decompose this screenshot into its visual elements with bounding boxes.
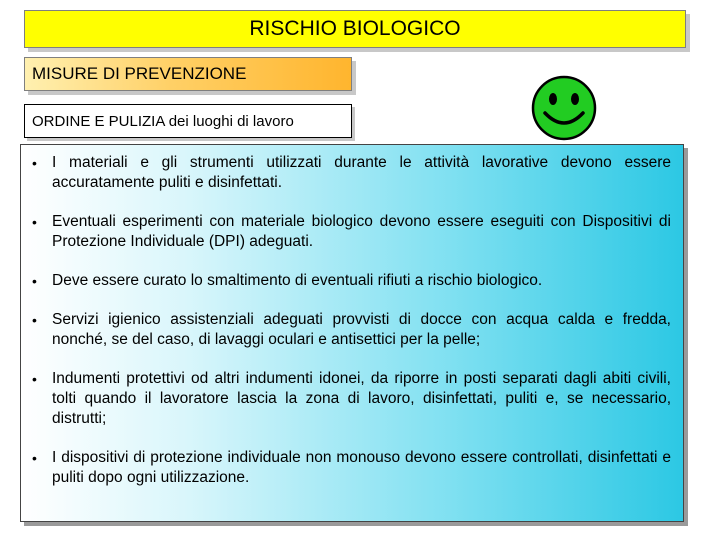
list-item-text: Indumenti protettivi od altri indumenti idonei, da riporre in posti separati dagli abiti civili, tolti quando il lavoratore lascia la zona di lavoro, disinfettati, puliti e, se necessario, distrutti; xyxy=(52,370,671,427)
page-title xyxy=(24,10,686,48)
list-item xyxy=(31,212,671,252)
smiley-face-icon xyxy=(531,75,597,141)
bullet-list xyxy=(31,153,671,488)
section-subtitle-text: MISURE DI PREVENZIONE xyxy=(32,64,247,83)
bullet-dot: • xyxy=(32,214,37,230)
list-item-text: I materiali e gli strumenti utilizzati durante le attività lavorative devono essere accuratamente puliti e disinfettati. xyxy=(52,154,671,191)
list-item xyxy=(31,271,671,291)
list-item xyxy=(31,310,671,350)
bullet-dot: • xyxy=(32,371,37,387)
list-item-text: Servizi igienico assistenziali adeguati provvisti di docce con acqua calda e fredda, nonché, se del caso, di lavaggi oculari e antisettici per la pelle; xyxy=(52,311,671,348)
bullet-dot: • xyxy=(32,450,37,466)
bullet-dot: • xyxy=(32,312,37,328)
content-panel xyxy=(20,144,684,522)
bullet-dot: • xyxy=(32,155,37,171)
page-title-text: RISCHIO BIOLOGICO xyxy=(249,17,461,40)
section-subtitle xyxy=(24,57,352,91)
bullet-dot: • xyxy=(32,273,37,289)
list-item-text: Deve essere curato lo smaltimento di eventuali rifiuti a rischio biologico. xyxy=(52,272,543,289)
list-item xyxy=(31,153,671,193)
topic-label-text: ORDINE E PULIZIA dei luoghi di lavoro xyxy=(32,112,294,130)
topic-label xyxy=(24,104,352,138)
list-item xyxy=(31,369,671,429)
list-item xyxy=(31,448,671,488)
list-item-text: Eventuali esperimenti con materiale biologico devono essere eseguiti con Dispositivi di Protezione Individuale (DPI) adeguati. xyxy=(52,213,671,250)
list-item-text: I dispositivi di protezione individuale non monouso devono essere controllati, disinfettati e puliti dopo ogni utilizzazione. xyxy=(52,449,671,486)
